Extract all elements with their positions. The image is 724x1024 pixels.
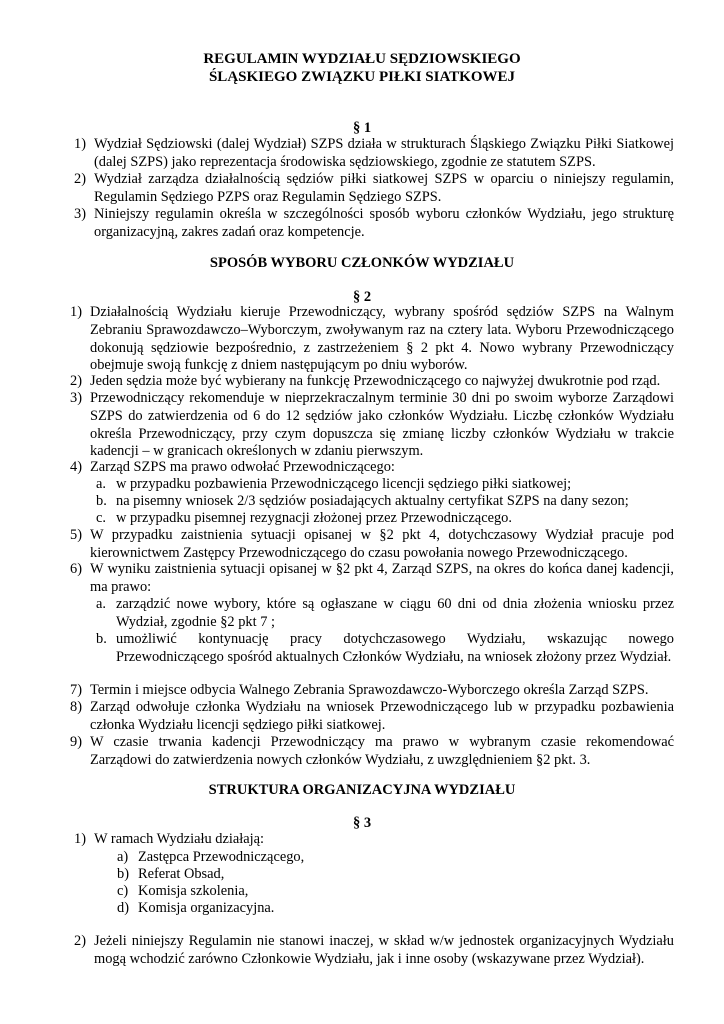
section-2-item: [70, 682, 674, 700]
paragraph-2-marker: § 2: [352, 289, 372, 305]
section-3-heading: STRUKTURA ORGANIZACYJNA WYDZIAŁU: [208, 782, 516, 798]
subitem-letter: a.: [96, 596, 106, 612]
item-text: Termin i miejsce odbycia Walnego Zebrania Sprawozdawczo-Wyborczego określa Zarząd SZPS.: [90, 682, 649, 698]
item-number: 2): [74, 171, 86, 187]
subitem-text: Referat Obsad,: [138, 866, 225, 882]
item-number: 5): [70, 527, 82, 543]
item-number: 6): [70, 561, 82, 577]
subitem-letter: a): [117, 849, 129, 865]
section-2-item: [70, 527, 674, 563]
subitem-letter: b): [117, 866, 129, 882]
item-text: W czasie trwania kadencji Przewodniczący ma prawo w wybranym czasie rekomendować Zarządowi do zatwierdzenia nowych członków Wydziału, z uwzględnieniem §2 pkt. 3.: [90, 734, 674, 768]
section-3-subitem: [117, 849, 674, 867]
item-number: 2): [70, 373, 82, 389]
item-text: W wyniku zaistnienia sytuacji opisanej w §2 pkt 4, Zarząd SZPS, na okres do końca danej kadencji, ma prawo:: [90, 561, 674, 595]
item-number: 1): [70, 304, 82, 320]
subitem-letter: d): [117, 900, 129, 916]
subitem-text: Komisja organizacyjna.: [138, 900, 275, 916]
item-text: Jeden sędzia może być wybierany na funkcję Przewodniczącego co najwyżej dwukrotnie pod rząd.: [90, 373, 661, 389]
item-text: Jeżeli niniejszy Regulamin nie stanowi inaczej, w skład w/w jednostek organizacyjnych Wydziału mogą wchodzić zarówno Członkowie Wydziału, jak i inne osoby (wskazywane przez Wydział).: [94, 933, 674, 967]
subitem-letter: b.: [96, 493, 107, 509]
section-2-subitem: [96, 476, 674, 494]
section-2-item: [70, 459, 674, 477]
section-2-subitem: [96, 631, 674, 685]
item-text: Wydział Sędziowski (dalej Wydział) SZPS działa w strukturach Śląskiego Związku Piłki Siatkowej (dalej SZPS) jako reprezentacja środowiska sędziowskiego, zgodnie ze statutem SZPS.: [94, 136, 674, 170]
document-title-line-1: REGULAMIN WYDZIAŁU SĘDZIOWSKIEGO: [203, 51, 521, 67]
paragraph-3-marker: § 3: [352, 815, 372, 831]
item-text: W przypadku zaistnienia sytuacji opisanej w §2 pkt 4, dotychczasowy Wydział pracuje pod kierownictwem Zastępcy Przewodniczącego do czasu powołania nowego Przewodniczącego.: [90, 527, 674, 561]
section-2-item: [70, 734, 674, 770]
item-number: 8): [70, 699, 82, 715]
item-text: Przewodniczący rekomenduje w nieprzekraczalnym terminie 30 dni po swoim wyborze Zarządowi SZPS do zatwierdzenia od 6 do 12 sędziów jako członków Wydziału. Liczbę członków Wydziału określa Przewodniczący, przy czym dopuszcza się zmianę liczby członków Wydziału w trakcie kadencji – w granicach określonych w zdaniu pierwszym.: [90, 390, 674, 460]
section-2-subitem: [96, 596, 674, 632]
section-1-item: [74, 136, 674, 172]
section-3-item: [74, 933, 674, 969]
section-2-item: [70, 373, 674, 391]
section-1-item: [74, 206, 674, 242]
subitem-text: umożliwić kontynuację pracy dotychczasowego Wydziału, wskazując nowego Przewodniczącego spośród aktualnych Członków Wydziału, na wniosek złożony przez Wydział.: [116, 631, 674, 665]
item-number: 3): [74, 206, 86, 222]
section-3-subitem: [117, 866, 674, 884]
item-text: Zarząd odwołuje członka Wydziału na wniosek Przewodniczącego lub w przypadku pozbawienia członka Wydziału licencji sędziego piłki siatkowej.: [90, 699, 674, 733]
subitem-text: zarządzić nowe wybory, które są ogłaszane w ciągu 60 dni od dnia złożenia wniosku przez Wydział, zgodnie §2 pkt 7 ;: [116, 596, 674, 630]
document-title-line-2: ŚLĄSKIEGO ZWIĄZKU PIŁKI SIATKOWEJ: [208, 69, 516, 85]
subitem-text: w przypadku pisemnej rezygnacji złożonej przez Przewodniczącego.: [116, 510, 512, 526]
paragraph-1-marker: § 1: [352, 120, 372, 136]
item-text: Wydział zarządza działalnością sędziów piłki siatkowej SZPS w oparciu o niniejszy regulamin, Regulamin Sędziego PZPS oraz Regulamin Sędziego SZPS.: [94, 171, 674, 205]
item-number: 9): [70, 734, 82, 750]
item-number: 2): [74, 933, 86, 949]
subitem-letter: b.: [96, 631, 107, 647]
subitem-letter: a.: [96, 476, 106, 492]
subitem-text: Zastępca Przewodniczącego,: [138, 849, 305, 865]
item-number: 4): [70, 459, 82, 475]
item-number: 1): [74, 831, 86, 847]
item-number: 1): [74, 136, 86, 152]
section-3-subitem: [117, 883, 674, 901]
section-2-item: [70, 699, 674, 735]
item-number: 7): [70, 682, 82, 698]
section-3-subitem: [117, 900, 674, 918]
subitem-text: Komisja szkolenia,: [138, 883, 249, 899]
section-2-item: [70, 390, 674, 462]
item-text: Działalnością Wydziału kieruje Przewodniczący, wybrany spośród sędziów SZPS na Walnym Zebraniu Sprawozdawczo–Wyborczym, zwoływanym raz na cztery lata. Wyboru Przewodniczącego dokonują sędziowie bezpośrednio, z zastrzeżeniem § 2 pkt 4. Nowo wybrany Przewodniczący obejmuje swoją funkcję z dniem następującym po dniu wyborów.: [90, 304, 674, 374]
section-3-item: [74, 831, 674, 849]
subitem-text: na pisemny wniosek 2/3 sędziów posiadających aktualny certyfikat SZPS na dany sezon;: [116, 493, 629, 509]
item-text: W ramach Wydziału działają:: [94, 831, 265, 847]
item-text: Niniejszy regulamin określa w szczególności sposób wyboru członków Wydziału, jego strukturę organizacyjną, zakres zadań oraz kompetencje.: [94, 206, 674, 240]
subitem-text: w przypadku pozbawienia Przewodniczącego licencji sędziego piłki siatkowej;: [116, 476, 572, 492]
section-2-subitem: [96, 493, 674, 511]
subitem-letter: c.: [96, 510, 106, 526]
section-2-item: [70, 304, 674, 376]
section-2-item: [70, 561, 674, 597]
item-text: Zarząd SZPS ma prawo odwołać Przewodniczącego:: [90, 459, 395, 475]
section-2-heading: SPOSÓB WYBORU CZŁONKÓW WYDZIAŁU: [209, 255, 515, 271]
section-2-subitem: [96, 510, 674, 528]
section-1-item: [74, 171, 674, 207]
item-number: 3): [70, 390, 82, 406]
subitem-letter: c): [117, 883, 129, 899]
